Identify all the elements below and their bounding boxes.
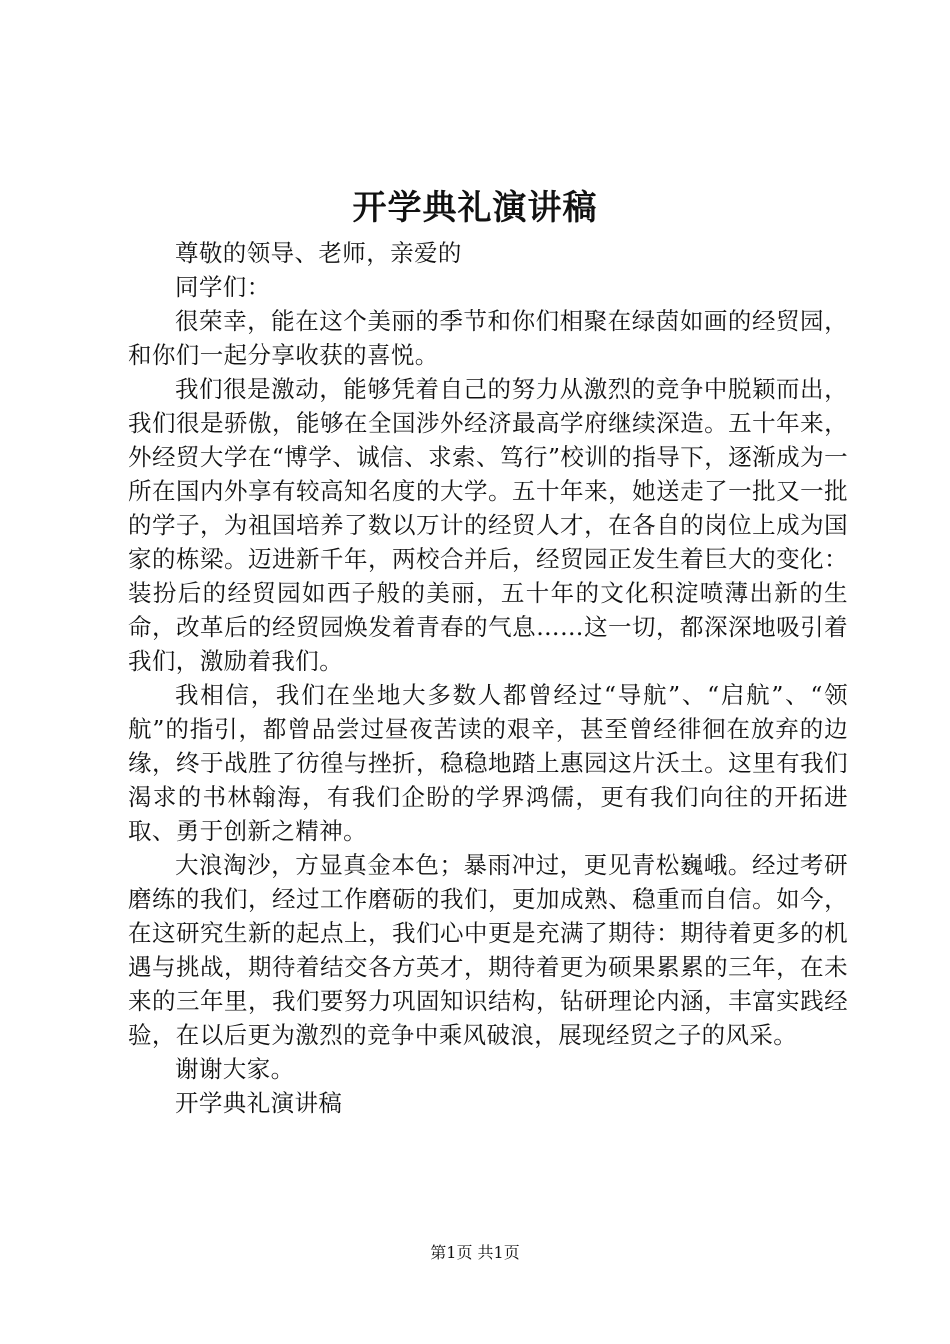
paragraph-opening: 很荣幸，能在这个美丽的季节和你们相聚在绿茵如画的经贸园，和你们一起分享收获的喜悦。 <box>128 307 848 369</box>
document-body <box>128 236 848 1120</box>
paragraph-university: 我们很是激动，能够凭着自己的努力从激烈的竞争中脱颖而出，我们很是骄傲，能够在全国涉外经济最高学府继续深造。五十年来，外经贸大学在“博学、诚信、求索、笃行”校训的指导下，逐渐成为一所在国内外享有较高知名度的大学。五十年来，她送走了一批又一批的学子，为祖国培养了数以万计的经贸人才，在各自的岗位上成为国家的栋梁。迈进新千年，两校合并后，经贸园正发生着巨大的变化：装扮后的经贸园如西子般的美丽，五十年的文化积淀喷薄出新的生命，改革后的经贸园焕发着青春的气息……这一切，都深深地吸引着我们，激励着我们。 <box>128 375 848 675</box>
salutation-line-1: 尊敬的领导、老师，亲爱的 <box>175 239 462 267</box>
salutation-line-2: 同学们： <box>175 273 271 301</box>
document-title: 开学典礼演讲稿 <box>352 188 598 228</box>
page-footer: 第1页 共1页 <box>430 1243 520 1262</box>
paragraph-expectation: 大浪淘沙，方显真金本色；暴雨冲过，更见青松巍峨。经过考研磨练的我们，经过工作磨砺的我们，更加成熟、稳重而自信。如今，在这研究生新的起点上，我们心中更是充满了期待：期待着更多的机遇与挑战，期待着结交各方英才，期待着更为硕果累累的三年，在未来的三年里，我们要努力巩固知识结构，钻研理论内涵，丰富实践经验，在以后更为激烈的竞争中乘风破浪，展现经贸之子的风采。 <box>128 851 848 1049</box>
paragraph-belief: 我相信，我们在坐地大多数人都曾经过“导航”、“启航”、“领航”的指引，都曾品尝过昼夜苦读的艰辛，甚至曾经徘徊在放弃的边缘，终于战胜了彷徨与挫折，稳稳地踏上惠园这片沃土。这里有我们渴求的书林翰海，有我们企盼的学界鸿儒，更有我们向往的开拓进取、勇于创新之精神。 <box>128 681 848 845</box>
closing-thanks: 谢谢大家。 <box>175 1055 295 1083</box>
closing-title: 开学典礼演讲稿 <box>175 1089 343 1117</box>
